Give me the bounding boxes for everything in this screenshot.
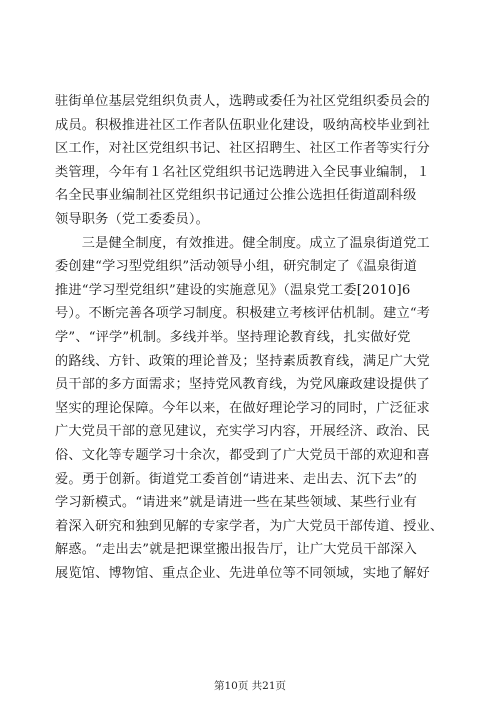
text-line: 俗、文化等专题学习十余次，都受到了广大党员干部的欢迎和喜: [55, 447, 430, 463]
text-line: 广大党员干部的意见建议，充实学习内容，开展经济、政治、民: [55, 424, 430, 440]
text-line: 学”、“评学”机制。多线并举。坚持理论教育线，扎实做好党: [55, 329, 411, 345]
text-line: 的路线、方针、政策的理论普及；坚持素质教育线，满足广大党: [55, 353, 430, 369]
page-footer: [0, 678, 500, 693]
text-line: 着深入研究和独到见解的专家学者，为广大党员干部传道、授业、: [55, 518, 444, 534]
text-line: 名全民事业编制社区党组织书记通过公推公选担任街道副科级: [55, 188, 417, 204]
text-line: 委创建“学习型党组织”活动领导小组，研究制定了《温泉街道: [55, 259, 417, 275]
body-text: [55, 90, 450, 585]
text-line: 领导职务（党工委委员）。: [55, 211, 210, 227]
text-line: 成员。积极推进社区工作者队伍职业化建设，吸纳高校毕业到社: [55, 117, 430, 133]
text-line: 驻街单位基层党组织负责人，选聘或委任为社区党组织委员会的: [55, 94, 430, 109]
text-line: 学习新模式。“请进来”就是请进一些在某些领域、某些行业有: [55, 495, 417, 511]
text-line: 推进“学习型党组织”建设的实施意见》（温泉党工委[2010]6: [55, 282, 411, 298]
text-line: 爱。勇于创新。街道党工委首创“请进来、走出去、沉下去”的: [55, 471, 417, 487]
page-number: 第10页 共21页: [213, 680, 287, 692]
text-line: 号）。不断完善各项学习制度。积极建立考核评估机制。建立“考: [55, 306, 431, 322]
text-line: 类管理，今年有１名社区党组织书记选聘进入全民事业编制，１: [55, 164, 430, 180]
text-line: 解惑。“走出去”就是把课堂搬出报告厅，让广大党员干部深入: [55, 542, 417, 558]
text-line: 三是健全制度，有效推进。健全制度。成立了温泉街道党工: [55, 235, 430, 251]
text-line: 展览馆、博物馆、重点企业、先进单位等不同领域，实地了解好: [55, 565, 430, 581]
text-line: 坚实的理论保障。今年以来，在做好理论学习的同时，广泛征求: [55, 400, 430, 416]
text-line: 员干部的多方面需求；坚持党风教育线，为党风廉政建设提供了: [55, 377, 430, 393]
text-line: 区工作，对社区党组织书记、社区招聘生、社区工作者等实行分: [55, 141, 430, 157]
